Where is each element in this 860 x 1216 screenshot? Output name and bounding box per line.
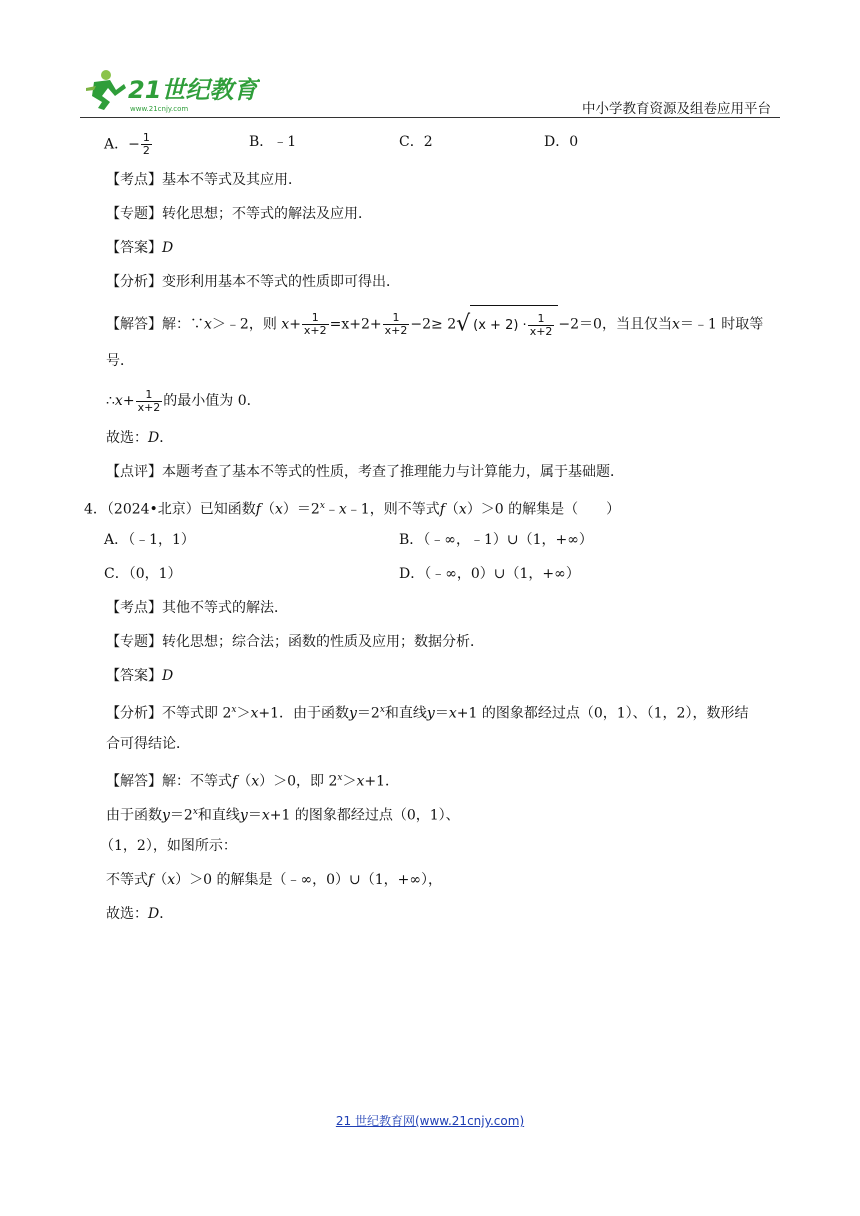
svg-text:www.21cnjy.com: www.21cnjy.com (130, 105, 189, 113)
option-a: A．− $\frac{1}{2}$ (104, 131, 150, 157)
q3-min-value: ∴x+ $\frac{1}{x+2}$ 的最小值为 0． (106, 387, 261, 414)
q3-comment: 【点评】本题考查了基本不等式的性质，考查了推理能力与计算能力，属于基础题． (106, 464, 624, 480)
footer-link[interactable]: 21 世纪教育网(www.21cnjy.com) (335, 1114, 525, 1128)
option-b: B．﹣1 (249, 134, 297, 150)
svg-text:21世纪教育: 21世纪教育 (128, 76, 258, 104)
q3-answer: 【答案】D (106, 240, 174, 256)
option-d: D．0 (544, 134, 579, 150)
q3-kaodian: 【考点】基本不等式及其应用． (106, 172, 302, 188)
q4-option-d: D．（﹣∞，0）∪（1，+∞） (399, 566, 580, 582)
q4-option-a: A．（﹣1，1） (104, 532, 195, 548)
runner-logo-icon (80, 66, 260, 114)
q4-choose: 故选：D． (106, 906, 174, 922)
q4-option-c: C．（0，1） (104, 566, 182, 582)
platform-title: 中小学教育资源及组卷应用平台 (582, 101, 771, 117)
q3-analysis: 【分析】变形利用基本不等式的性质即可得出． (106, 274, 400, 290)
option-c: C．2 (399, 134, 433, 150)
q4-solution-line1: 【解答】解：不等式f（x）＞0，即 $2^x>x+1$． (106, 773, 399, 790)
q4-zhuanti: 【专题】转化思想；综合法；函数的性质及应用；数据分析． (106, 634, 484, 650)
q4-solution-line3: （1，2），如图所示： (100, 838, 237, 854)
q3-zhuanti: 【专题】转化思想；不等式的解法及应用． (106, 206, 372, 222)
site-logo (80, 66, 260, 114)
q3-solution-line2: 号． (106, 353, 134, 369)
q4-analysis-line2: 合可得结论． (106, 736, 190, 752)
header-divider (80, 117, 780, 118)
q3-choose: 故选：D． (106, 430, 174, 446)
q4-solution-line2: 由于函数$y=2^x$和直线y＝x+1 的图象都经过点（0，1）、 (106, 807, 460, 824)
q4-option-b: B．（﹣∞，﹣1）∪（1，+∞） (399, 532, 593, 548)
q3-solution-line1: 【解答】解：∵x＞﹣2，则 x+ $\frac{1}{x+2}$ =x+2+ $\frac{1}{x+2}$ −2≥ 2√ (x + 2) · $\frac{1}{x+2}$ −2＝0，当且仅当x＝﹣1 时取等 (106, 305, 763, 344)
q4-stem: 4．（2024•北京）已知函数$f(x)=2^x﹣x﹣1$，则不等式f（x）＞0 的解集是（ ） (84, 501, 621, 518)
q4-kaodian: 【考点】其他不等式的解法． (106, 600, 288, 616)
q4-solution-line4: 不等式f（x）＞0 的解集是（﹣∞，0）∪（1，+∞）， (106, 872, 443, 888)
q4-answer: 【答案】D (106, 668, 174, 684)
q4-analysis-line1: 【分析】不等式即 $2^x>x+1$．由于函数$y=2^x$和直线y＝x+1 的图象都经过点（0，1）、（1，2），数形结 (106, 705, 749, 722)
